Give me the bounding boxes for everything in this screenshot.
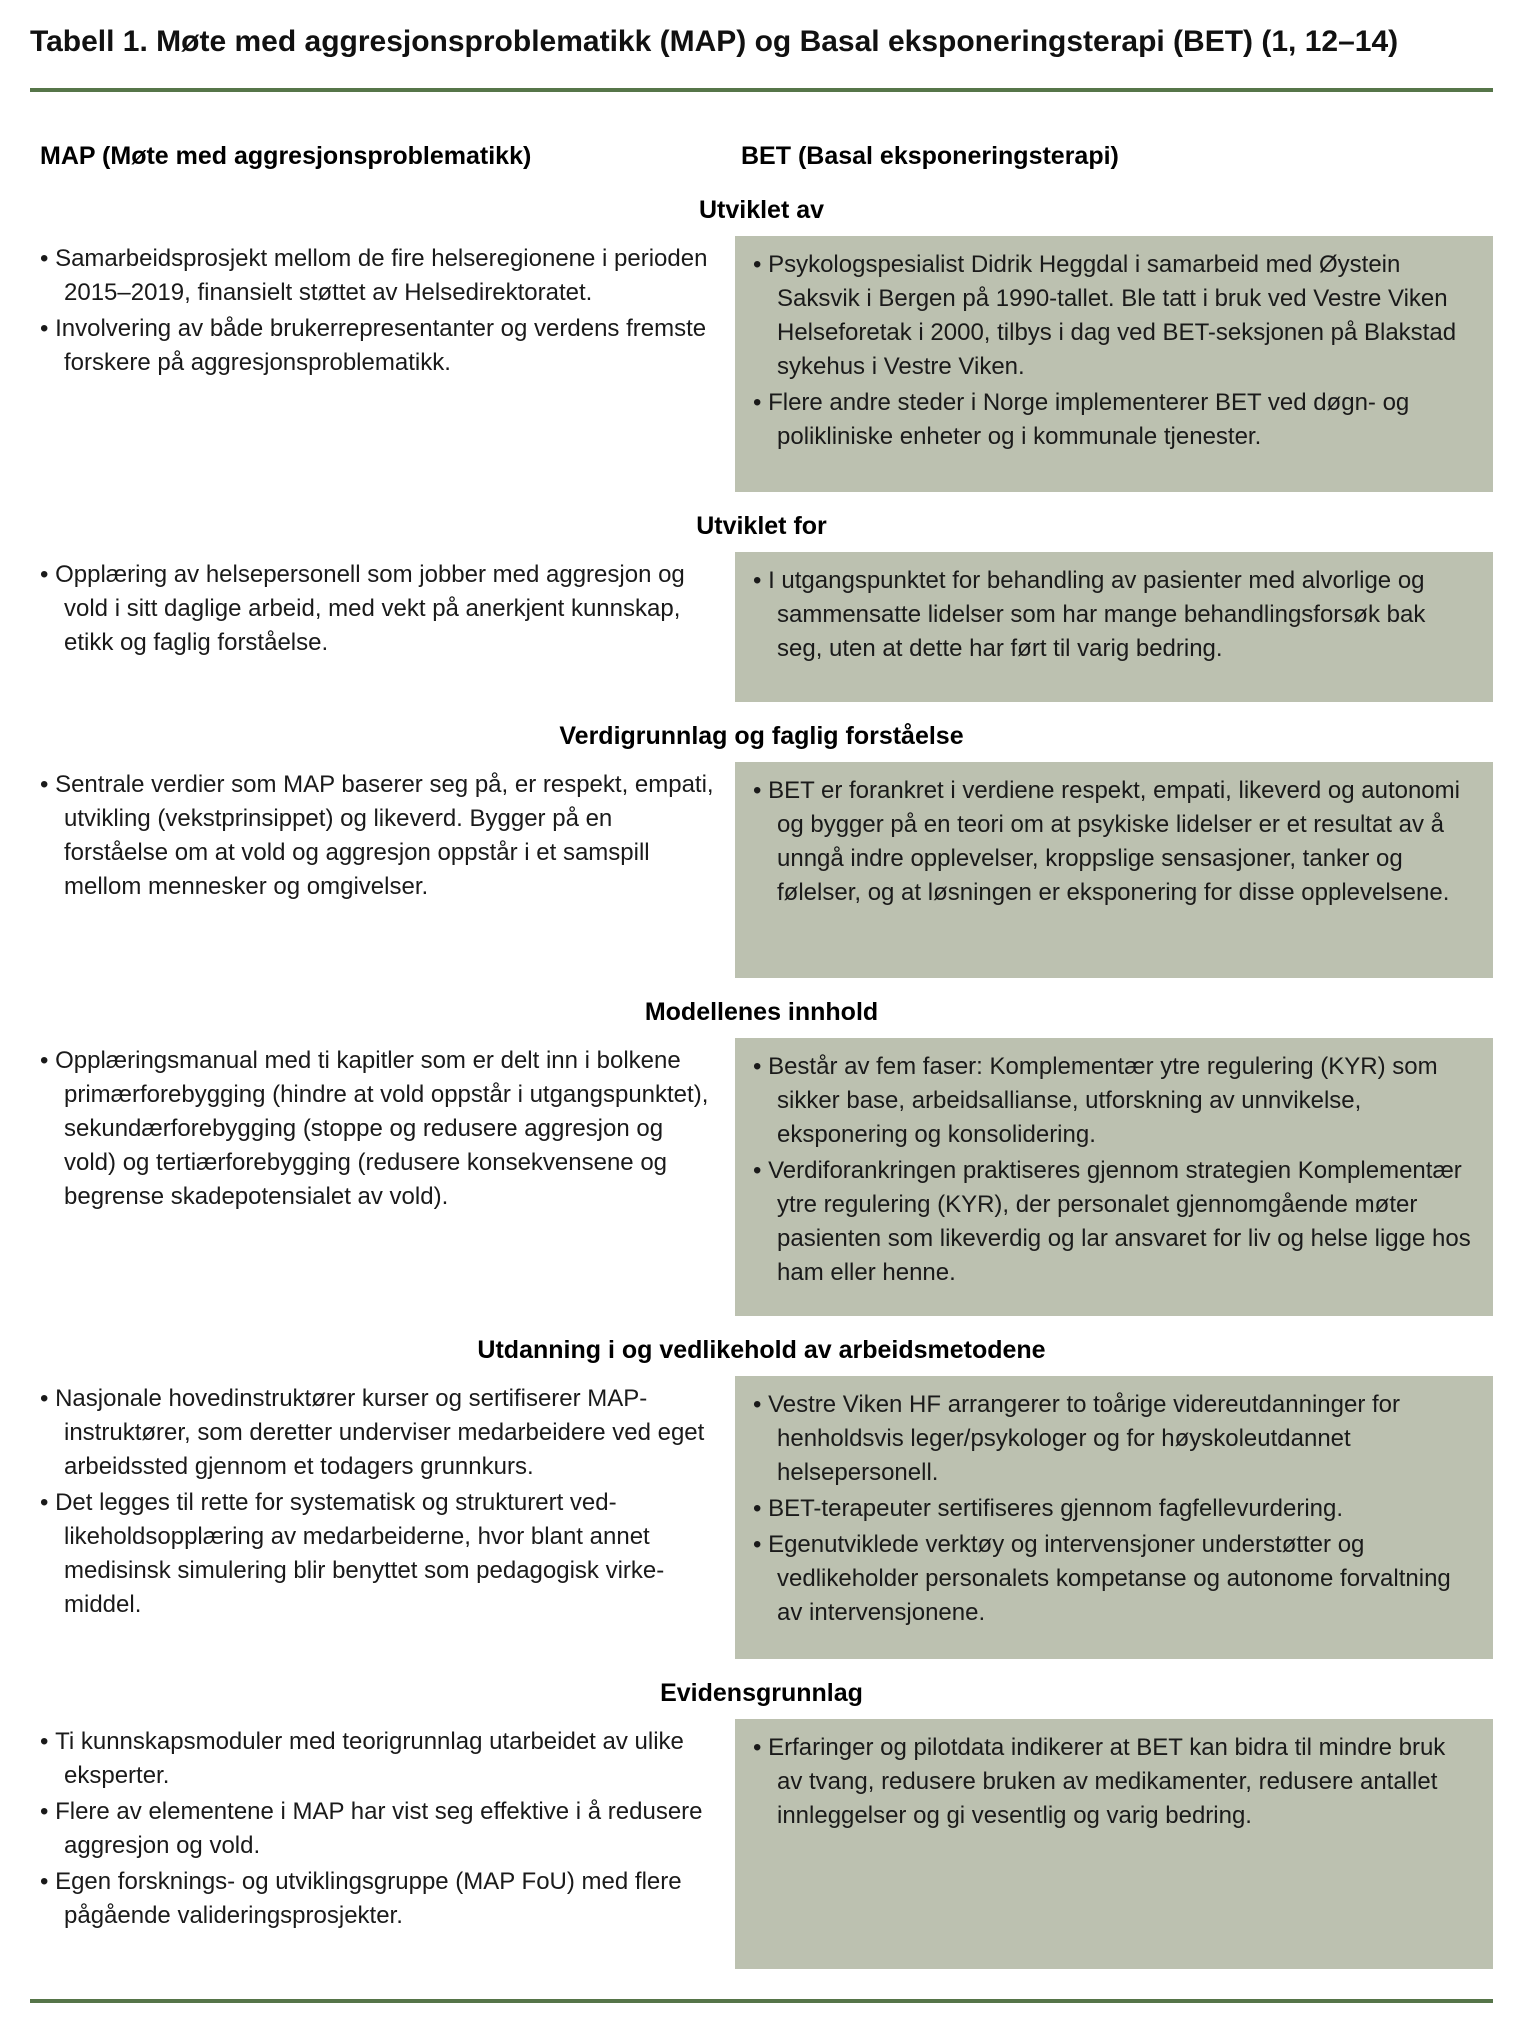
bullet-item: • Samarbeidsprosjekt mellom de fire helseregionene i perioden 2015–2019, finansielt støttet av Helsedirektoratet. [40, 242, 721, 310]
bullet-item: • Nasjonale hovedinstruktører kurser og sertifiserer MAP-instruktører, som deretter underviser medarbeidere ved eget arbeidssted gjennom et todagers grunnkurs. [40, 1382, 721, 1484]
bullet-item: • Sentrale verdier som MAP baserer seg på, er respekt, empati, utvikling (vekstprinsippet) og likeverd. Bygger på en forståelse om at vold og aggresjon oppstår i et samspill mellom mennesker og omgivelser. [40, 768, 721, 904]
table-section [30, 194, 1493, 492]
map-cell [30, 1376, 735, 1659]
table-row [30, 1719, 1493, 1969]
top-rule [30, 88, 1493, 92]
table-title-text: Møte med aggresjonsproblematikk (MAP) og Basal eksponeringsterapi (BET) (1, 12–14) [147, 25, 1399, 58]
table-title [30, 22, 1493, 62]
bet-cell [735, 1376, 1493, 1659]
section-header: Evidensgrunnlag [660, 1679, 863, 1707]
section-header: Utviklet for [696, 512, 827, 540]
bullet-item: • Det legges til rette for systematisk og strukturert vedlikeholdsopplæring av medarbeiderne, hvor blant annet medisinsk simulering blir benyttet som pedagogisk virkemiddel. [40, 1486, 721, 1622]
bet-cell [735, 552, 1493, 702]
table-section [30, 1334, 1493, 1659]
table-row [30, 1038, 1493, 1316]
table-section [30, 996, 1493, 1316]
bullet-item: • Verdiforankringen praktiseres gjennom strategien Komplementær ytre regulering (KYR), der personalet gjennomgående møter pasienten som likeverdig og lar ansvaret for liv og helse ligge hos ham eller henne. [753, 1154, 1477, 1290]
bullet-item: • Flere av elementene i MAP har vist seg effektive i å redusere aggresjon og vold. [40, 1795, 721, 1863]
bullet-item: • Vestre Viken HF arrangerer to toårige videreutdanninger for henholdsvis leger/psykologer og for høyskoleutdannet helsepersonell. [753, 1388, 1477, 1490]
map-column-header: MAP (Møte med aggresjonsproblematikk) [40, 142, 532, 170]
map-cell [30, 1719, 735, 1969]
table-body [30, 194, 1493, 1969]
map-cell [30, 552, 735, 702]
table-section [30, 1677, 1493, 1969]
table-title-label: Tabell 1. [30, 25, 148, 58]
table-row [30, 762, 1493, 978]
bet-cell [735, 236, 1493, 492]
bullet-item: • BET-terapeuter sertifiseres gjennom fagfellevurdering. [753, 1492, 1477, 1526]
bullet-item: • Erfaringer og pilotdata indikerer at BET kan bidra til mindre bruk av tvang, redusere bruken av medikamenter, redusere antallet innleggelser og gi vesentlig og varig bedring. [753, 1731, 1477, 1833]
bullet-item: • Består av fem faser: Komplementær ytre regulering (KYR) som sikker base, arbeidsallianse, utforskning av unnvikelse, eksponering og konsolidering. [753, 1050, 1477, 1152]
map-cell [30, 762, 735, 978]
bullet-item: • Involvering av både brukerrepresentanter og verdens fremste forskere på aggresjonsproblematikk. [40, 312, 721, 380]
table-row [30, 236, 1493, 492]
bet-cell [735, 1038, 1493, 1316]
section-header: Utviklet av [698, 196, 825, 224]
bullet-item: • Psykologspesialist Didrik Heggdal i samarbeid med Øystein Saksvik i Bergen på 1990-tallet. Ble tatt i bruk ved Vestre Viken Helseforetak i 2000, tilbys i dag ved BET-seksjonen på Blakstad sykehus i Vestre Viken. [753, 248, 1477, 384]
bullet-item: • Ti kunnskapsmoduler med teorigrunnlag utarbeidet av ulike eksperter. [40, 1725, 721, 1793]
map-cell [30, 1038, 735, 1316]
column-header-row [30, 140, 1493, 172]
table-section [30, 720, 1493, 978]
map-cell [30, 236, 735, 492]
bet-cell [735, 1719, 1493, 1969]
section-header: Modellenes innhold [644, 998, 879, 1026]
bet-column-header: BET (Basal eksponeringsterapi) [741, 142, 1119, 170]
bullet-item: • Opplæringsmanual med ti kapitler som er delt inn i bolkene primærforebygging (hindre at vold oppstår i utgangspunktet), sekundærforebygging (stoppe og redusere aggresjon og vold) og tertiærforebygging (redusere konsekvensene og begrense skadepotensialet av vold). [40, 1044, 721, 1214]
bet-cell [735, 762, 1493, 978]
table-section [30, 510, 1493, 702]
table-row [30, 552, 1493, 702]
bullet-item: • I utgangspunktet for behandling av pasienter med alvorlige og sammensatte lidelser som har mange behandlingsforsøk bak seg, uten at dette har ført til varig bedring. [753, 564, 1477, 666]
section-header: Verdigrunnlag og faglig forståelse [559, 722, 964, 750]
bullet-item: • Flere andre steder i Norge implementerer BET ved døgn- og polikliniske enheter og i kommunale tjenester. [753, 386, 1477, 454]
table-row [30, 1376, 1493, 1659]
bullet-item: • Opplæring av helsepersonell som jobber med aggresjon og vold i sitt daglige arbeid, med vekt på anerkjent kunnskap, etikk og faglig forståelse. [40, 558, 721, 660]
section-header: Utdanning i og vedlikehold av arbeidsmetodene [477, 1336, 1046, 1364]
bullet-item: • BET er forankret i verdiene respekt, empati, likeverd og autonomi og bygger på en teori om at psykiske lidelser er et resultat av å unngå indre opplevelser, kroppslige sensasjoner, tanker og følelser, og at løsningen er eksponering for disse opplevelsene. [753, 774, 1477, 910]
bullet-item: • Egenutviklede verktøy og intervensjoner understøtter og vedlikeholder personalets kompetanse og autonome forvaltning av intervensjonene. [753, 1528, 1477, 1630]
bullet-item: • Egen forsknings- og utviklingsgruppe (MAP FoU) med flere pågående valideringsprosjekter. [40, 1865, 721, 1933]
